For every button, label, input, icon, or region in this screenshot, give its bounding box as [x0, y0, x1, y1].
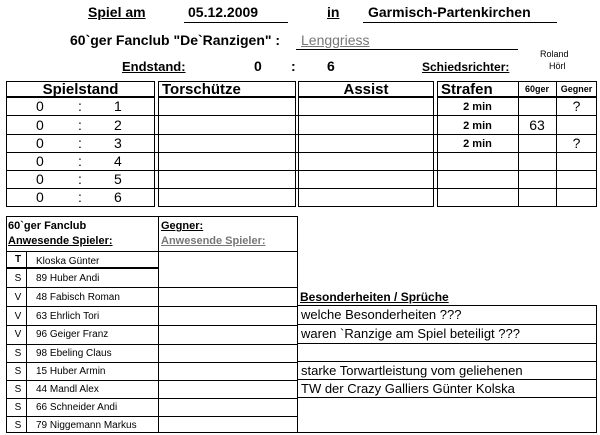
referee-last-name: Hörl [549, 61, 566, 71]
remarks-title: Besonderheiten / Sprüche [300, 290, 449, 304]
player-name: 44 Mandl Alex [36, 384, 99, 395]
score-row-rule [6, 115, 597, 116]
score-sep: : [78, 189, 82, 205]
score-away: 1 [114, 98, 122, 114]
teams-underline [296, 49, 518, 50]
player-position: S [14, 384, 22, 395]
player-name: 48 Fabisch Roman [36, 292, 120, 303]
roster-header-rule [6, 251, 298, 252]
player-name: 96 Geiger Franz [36, 329, 109, 340]
score-away: 3 [114, 135, 122, 151]
player-position: S [14, 273, 22, 284]
penalty-time: 2 min [463, 120, 492, 132]
player-position: S [14, 348, 22, 359]
penalty-60ger: 63 [529, 117, 545, 133]
roster-row-rule [6, 267, 158, 269]
score-row-rule [6, 188, 597, 189]
score-home: 0 [36, 135, 44, 151]
score-home: 0 [36, 189, 44, 205]
score-home: 0 [36, 171, 44, 187]
score-row-rule [6, 152, 597, 153]
remarks-row-rule [298, 379, 597, 380]
fanclub-title: 60`ger Fanclub [8, 220, 87, 232]
roster-row-rule [6, 306, 298, 307]
assist-header: Assist [343, 81, 389, 98]
score-sep: : [78, 153, 82, 169]
score-away: 2 [114, 117, 122, 133]
player-name: 66 Schneider Andi [36, 402, 118, 413]
teams-away: Lenggriess [301, 32, 370, 48]
score-sep: : [78, 117, 82, 133]
final-score-home: 0 [254, 58, 262, 74]
player-position: V [14, 311, 22, 322]
player-name: 89 Huber Andi [36, 273, 100, 284]
remarks-row-rule [298, 397, 597, 398]
roster-row-rule [6, 380, 298, 381]
strafen-header: Strafen [441, 81, 493, 98]
player-name: Kloska Günter [36, 256, 100, 267]
score-away: 5 [114, 171, 122, 187]
teams-home: 60`ger Fanclub "De`Ranzigen" : [70, 32, 281, 48]
score-away: 6 [114, 189, 122, 205]
endstand-label: Endstand: [122, 59, 186, 74]
remark-line: TW der Crazy Galliers Günter Kolska [301, 381, 515, 396]
referee-label: Schiedsrichter: [422, 60, 510, 74]
roster-row-rule [6, 416, 298, 417]
final-score-away: 6 [327, 58, 335, 74]
match-location: Garmisch-Partenkirchen [368, 4, 531, 20]
player-name: 15 Huber Armin [36, 366, 106, 377]
score-away: 4 [114, 153, 122, 169]
penalty-time: 2 min [463, 138, 492, 150]
remark-line: waren `Ranzige am Spiel beteiligt ??? [301, 326, 520, 341]
player-name: 63 Ehrlich Tori [36, 311, 100, 322]
fanclub-subtitle: Anwesende Spieler: [8, 235, 113, 247]
gegner-subtitle: Anwesende Spieler: [161, 235, 266, 247]
player-position: V [14, 292, 22, 303]
roster-row-rule [6, 344, 298, 345]
col-gegner-header: Gegner [560, 84, 593, 94]
strafen-col-divider [518, 81, 519, 207]
torschuetze-header: Torschütze [162, 81, 241, 98]
roster-row-rule [6, 287, 298, 288]
score-sep: : [78, 171, 82, 187]
player-name: 79 Niggemann Markus [36, 420, 137, 431]
date-underline [184, 22, 288, 23]
penalty-time: 2 min [463, 101, 492, 113]
score-row-rule [6, 134, 597, 135]
final-score-separator: : [291, 58, 296, 74]
spielstand-header: Spielstand [42, 81, 119, 98]
player-name: 98 Ebeling Claus [36, 348, 112, 359]
penalty-gegner: ? [572, 135, 581, 151]
col-60ger-header: 60ger [524, 84, 550, 94]
player-position: S [14, 402, 22, 413]
gegner-title: Gegner: [161, 220, 204, 232]
score-home: 0 [36, 117, 44, 133]
remarks-row-rule [298, 361, 597, 362]
remarks-row-rule [298, 324, 597, 325]
remarks-row-rule [298, 343, 597, 344]
referee-first-name: Roland [540, 49, 569, 59]
player-position: S [14, 420, 22, 431]
roster-code-divider [26, 251, 27, 433]
score-row-rule [6, 170, 597, 171]
player-position: T [14, 254, 22, 265]
score-sep: : [78, 98, 82, 114]
score-sep: : [78, 135, 82, 151]
match-date: 05.12.2009 [188, 4, 259, 20]
penalty-gegner: ? [572, 98, 581, 114]
score-home: 0 [36, 98, 44, 114]
roster-row-rule [6, 325, 298, 326]
in-label: in [327, 4, 340, 20]
location-underline [363, 22, 557, 23]
remark-line: starke Torwartleistung vom geliehenen [301, 363, 523, 378]
score-home: 0 [36, 153, 44, 169]
roster-row-rule [6, 398, 298, 399]
player-position: V [14, 329, 22, 340]
player-position: S [14, 366, 22, 377]
roster-row-rule [6, 362, 298, 363]
spiel-am-label: Spiel am [88, 4, 146, 20]
remark-line: welche Besonderheiten ??? [301, 307, 462, 322]
